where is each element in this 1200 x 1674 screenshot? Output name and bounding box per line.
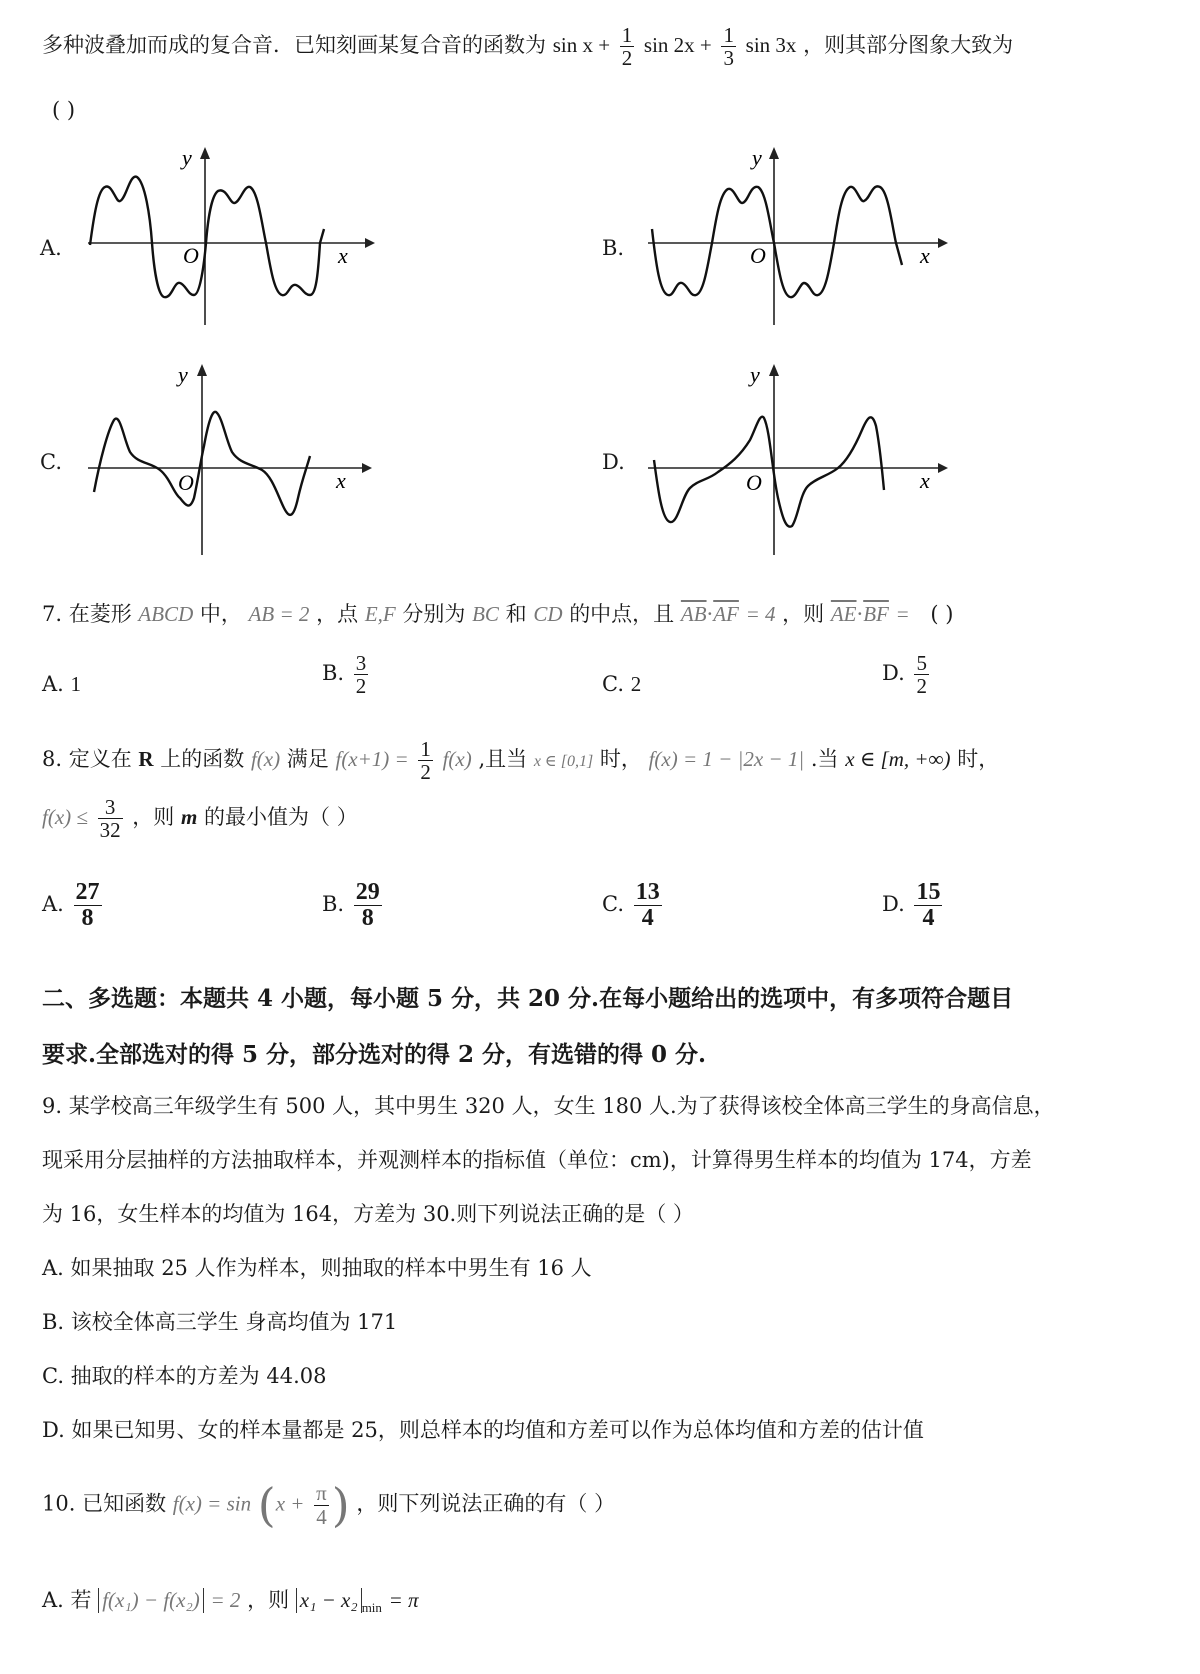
q7-option-b-frac — [354, 652, 369, 697]
q7-option-c-value: 2 — [630, 672, 642, 696]
q9-line1: 9. 某学校高三年级学生有 500 人，其中男生 320 人，女生 180 人.为了获得该校全体高三学生的身高信息， — [42, 1094, 1055, 1118]
q8-c-num: 13 — [635, 879, 660, 905]
q8-half-num: 1 — [420, 737, 431, 761]
q8-m-var: m — [180, 805, 198, 830]
q8-statement-line2 — [42, 796, 358, 841]
q7-vec-ae: $\overline{AE}$ — [830, 602, 857, 626]
q7-text-5: 和 — [505, 602, 527, 626]
q8-real-set: R — [138, 747, 154, 772]
q7-option-c[interactable] — [602, 672, 641, 697]
graph-d-x-label: x — [920, 468, 930, 493]
q8-text-8: ，则 — [132, 805, 175, 830]
section2-header-line1: 二、多选题：本题共 4 小题，每小题 5 分，共 20 分.在每小题给出的选项中，有多项符合题目 — [42, 985, 1014, 1012]
q6-graph-b[interactable] — [640, 145, 960, 335]
section2-header-line2: 要求.全部选对的得 5 分，部分选对的得 2 分，有选错的得 0 分. — [42, 1041, 707, 1068]
q10-abs-xdiff: x₁ − x₂ — [296, 1588, 362, 1613]
q6-frac1-num: 1 — [621, 23, 633, 47]
q9-line2: 现采用分层抽样的方法抽取样本，并观测样本的指标值（单位：cm)，计算得男生样本的均值为 174，方差 — [42, 1148, 1032, 1172]
q6-formula-part3: sin 3x — [745, 33, 797, 58]
q6-frac2-num: 1 — [723, 23, 734, 47]
q8-option-b[interactable] — [322, 880, 385, 931]
q8-text-2: 上的函数 — [160, 747, 245, 772]
q10-right-paren: ) — [331, 1478, 350, 1532]
graph-a-origin-label: O — [183, 243, 199, 268]
q7-dot-2: · — [856, 602, 864, 626]
q10-result: = π — [388, 1588, 419, 1612]
q7-bc: BC — [472, 602, 499, 626]
q6-option-b-label[interactable]: B. — [602, 236, 625, 260]
q7-eq-4: = 4 — [745, 602, 776, 626]
q10-option-a-label: A. 若 — [42, 1588, 92, 1612]
q7-b-den: 2 — [355, 674, 367, 699]
graph-b-y-label: y — [752, 145, 762, 170]
q6-graph-c[interactable] — [80, 360, 380, 560]
q8-a-num: 27 — [75, 879, 100, 905]
q7-cd: CD — [533, 602, 563, 626]
q7-vec-af: $\overline{AF}$ — [713, 602, 739, 626]
q10-left-paren: ( — [257, 1478, 276, 1532]
q8-text-4: ,且当 — [478, 747, 528, 772]
graph-c-x-label: x — [336, 468, 346, 493]
graph-a-x-label: x — [338, 243, 348, 268]
q9-line3: 为 16，女生样本的均值为 164，方差为 30.则下列说法正确的是（ ） — [42, 1202, 694, 1226]
q7-dot-1: · — [706, 602, 714, 626]
q7-option-a-value: 1 — [70, 672, 82, 696]
q7-statement — [42, 598, 953, 628]
q8-d-den: 4 — [922, 905, 935, 932]
q8-option-a[interactable] — [42, 880, 105, 931]
graph-a-y-label: y — [182, 145, 192, 170]
q8-option-b-frac — [354, 880, 382, 931]
q8-fx: f(x) — [250, 747, 281, 772]
graph-b-x-label: x — [920, 243, 930, 268]
q6-option-c-label[interactable]: C. — [40, 450, 62, 474]
q8-option-d[interactable] — [882, 880, 945, 931]
q8-a-den: 8 — [81, 905, 94, 932]
q10-text-2: ，则下列说法正确的有（ ） — [356, 1491, 616, 1516]
q8-half-frac — [418, 738, 433, 783]
q7-ef: E,F — [364, 602, 396, 626]
q6-answer-bracket: ( ) — [52, 98, 76, 122]
q10-text-1: 10. 已知函数 — [42, 1491, 167, 1516]
q8-option-d-frac — [914, 880, 942, 931]
q7-b-num: 3 — [355, 651, 367, 675]
q7-text-3: ，点 — [316, 602, 359, 626]
q7-option-a-label: A. — [42, 672, 64, 696]
q7-text-6: 的中点，且 — [569, 602, 675, 626]
q8-option-c-label: C. — [602, 892, 624, 917]
graph-d-origin-label: O — [746, 470, 762, 495]
q6-frac1-den: 2 — [621, 46, 633, 71]
q8-option-c-frac — [634, 880, 662, 931]
q10-inner-x: x + — [275, 1491, 305, 1516]
q8-x-range: x ∈ [m, +∞) — [845, 747, 951, 772]
q7-text-2: 中， — [199, 602, 242, 626]
q7-text-7: ，则 — [782, 602, 825, 626]
graph-c-origin-label: O — [178, 470, 194, 495]
q7-option-d-label: D. — [882, 661, 905, 686]
q8-f-leq: f(x) ≤ — [42, 805, 88, 830]
graph-d-y-label: y — [750, 362, 760, 387]
graph-c-y-label: y — [178, 362, 188, 387]
q6-option-d-label[interactable]: D. — [602, 450, 625, 474]
q8-text-6: .当 — [810, 747, 839, 772]
q10-pi-den: 4 — [316, 1504, 327, 1529]
q10-abs-fdiff: f(x₁) − f(x₂) — [98, 1588, 204, 1613]
q8-option-c[interactable] — [602, 880, 665, 931]
q8-fx1: f(x+1) = — [335, 747, 409, 772]
q6-tail-text: ，则其部分图象大致为 — [803, 33, 1014, 58]
q7-d-num: 5 — [916, 651, 927, 675]
q7-eq-end: = — [895, 602, 910, 626]
q7-option-d[interactable] — [882, 652, 932, 697]
q6-frac2-den: 3 — [723, 46, 734, 71]
q10-eq-2: = 2 — [210, 1588, 241, 1612]
q10-pi-frac — [314, 1482, 329, 1527]
q7-option-c-label: C. — [602, 672, 624, 696]
q6-graph-d[interactable] — [640, 360, 960, 560]
q7-option-d-frac — [914, 652, 929, 697]
q6-frac-1 — [620, 24, 635, 69]
q7-option-b-label: B. — [322, 661, 345, 686]
q8-bound-num: 3 — [98, 796, 123, 819]
q6-option-a-label[interactable]: A. — [40, 236, 62, 260]
q8-bound-den: 32 — [99, 818, 121, 843]
q8-text-1: 8. 定义在 — [42, 747, 132, 772]
q8-statement-line1 — [42, 738, 999, 783]
q10-pi-num: π — [316, 1481, 327, 1506]
q8-option-b-label: B. — [322, 892, 345, 917]
q8-text-3: 满足 — [286, 747, 329, 772]
q6-formula-part2: sin 2x + — [643, 33, 712, 58]
q6-frac-2 — [721, 24, 736, 69]
q7-option-b[interactable] — [322, 652, 371, 697]
q8-c-den: 4 — [641, 905, 654, 932]
q8-x-interval: x ∈ [0,1] — [533, 753, 594, 771]
q6-statement — [42, 24, 1013, 69]
q7-text-4: 分别为 — [402, 602, 466, 626]
q10-option-a[interactable] — [42, 1584, 419, 1616]
q8-option-a-frac — [74, 880, 102, 931]
q6-formula-part1: sin x + — [552, 33, 611, 58]
q7-answer-bracket: ( ) — [930, 602, 954, 626]
q9-option-a[interactable]: A. 如果抽取 25 人作为样本，则抽取的样本中男生有 16 人 — [42, 1256, 592, 1280]
q6-intro-text: 多种波叠加而成的复合音．已知刻画某复合音的函数为 — [42, 33, 546, 58]
q8-option-d-label: D. — [882, 892, 905, 917]
q8-half-den: 2 — [420, 760, 431, 785]
q8-text-7: 时， — [957, 747, 1000, 772]
q8-d-num: 15 — [916, 879, 941, 905]
q8-bound-frac — [98, 796, 123, 841]
q10-statement — [42, 1478, 615, 1532]
q10-then-text: ，则 — [247, 1588, 290, 1612]
graph-b-origin-label: O — [750, 243, 766, 268]
q10-min-sub: min — [361, 1600, 382, 1616]
q9-option-b[interactable]: B. 该校全体高三学生 身高均值为 171 — [42, 1310, 398, 1334]
q8-text-9: 的最小值为（ ） — [204, 805, 358, 830]
q6-graph-a[interactable] — [80, 145, 380, 335]
q7-vec-ab: $\overline{AB}$ — [680, 602, 707, 626]
q8-fx2: f(x) — [442, 747, 472, 772]
q8-b-num: 29 — [355, 879, 380, 905]
q7-option-a[interactable] — [42, 672, 81, 697]
q7-abcd: ABCD — [138, 602, 194, 626]
q10-f-sin: f(x) = sin — [172, 1491, 252, 1516]
q8-f-definition: f(x) = 1 − |2x − 1| — [648, 747, 805, 772]
q7-d-den: 2 — [916, 674, 927, 699]
q9-option-c[interactable]: C. 抽取的样本的方差为 44.08 — [42, 1364, 327, 1388]
q8-text-5: 时， — [599, 747, 642, 772]
q7-text-1: 7. 在菱形 — [42, 602, 132, 626]
q7-ab-eq: AB = 2 — [248, 602, 310, 626]
q7-vec-bf: $\overline{BF}$ — [863, 602, 889, 626]
q8-b-den: 8 — [361, 905, 374, 932]
q9-option-d[interactable]: D. 如果已知男、女的样本量都是 25，则总样本的均值和方差可以作为总体均值和方差的估计值 — [42, 1418, 924, 1442]
q8-option-a-label: A. — [42, 892, 64, 917]
